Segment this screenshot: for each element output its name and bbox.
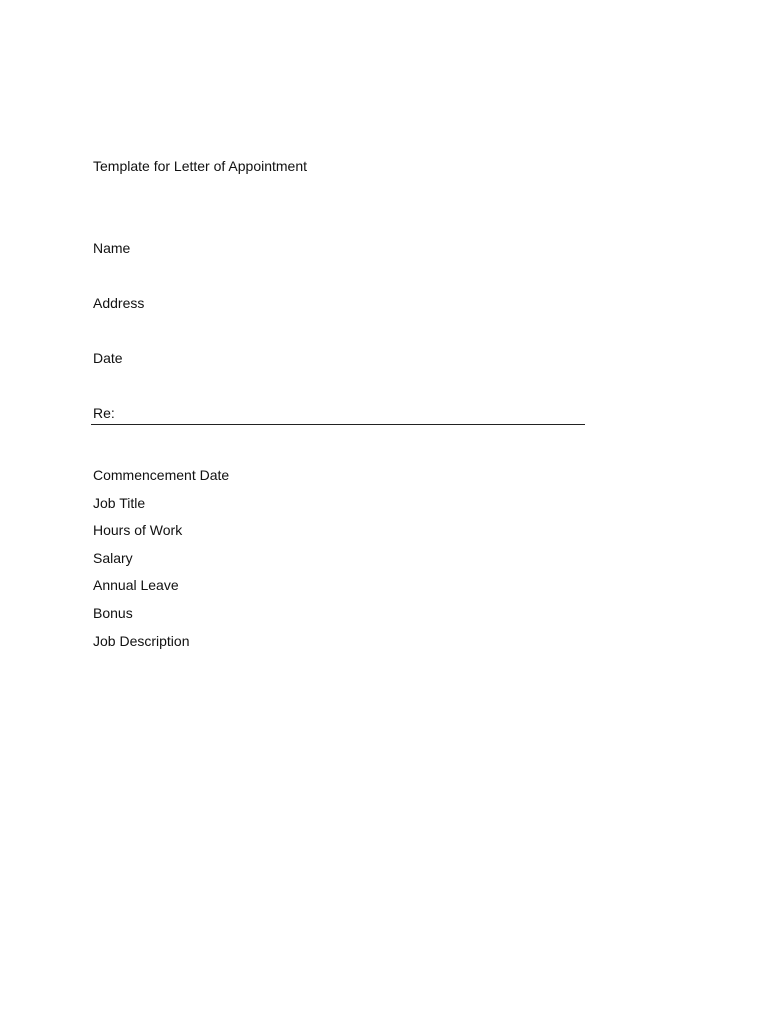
address-label: Address bbox=[93, 295, 145, 311]
field-annual-leave: Annual Leave bbox=[93, 577, 179, 594]
document-title: Template for Letter of Appointment bbox=[93, 158, 308, 174]
name-label: Name bbox=[93, 240, 131, 256]
re-underline bbox=[91, 424, 585, 425]
field-job-description: Job Description bbox=[93, 632, 190, 649]
appointment-fields-list bbox=[93, 462, 229, 655]
field-commencement-date: Commencement Date bbox=[93, 467, 230, 483]
field-job-title: Job Title bbox=[93, 494, 146, 511]
date-label: Date bbox=[93, 350, 123, 366]
field-hours-of-work: Hours of Work bbox=[93, 522, 183, 539]
field-salary: Salary bbox=[93, 549, 133, 566]
re-label: Re: bbox=[93, 405, 115, 421]
field-bonus: Bonus bbox=[93, 604, 133, 621]
